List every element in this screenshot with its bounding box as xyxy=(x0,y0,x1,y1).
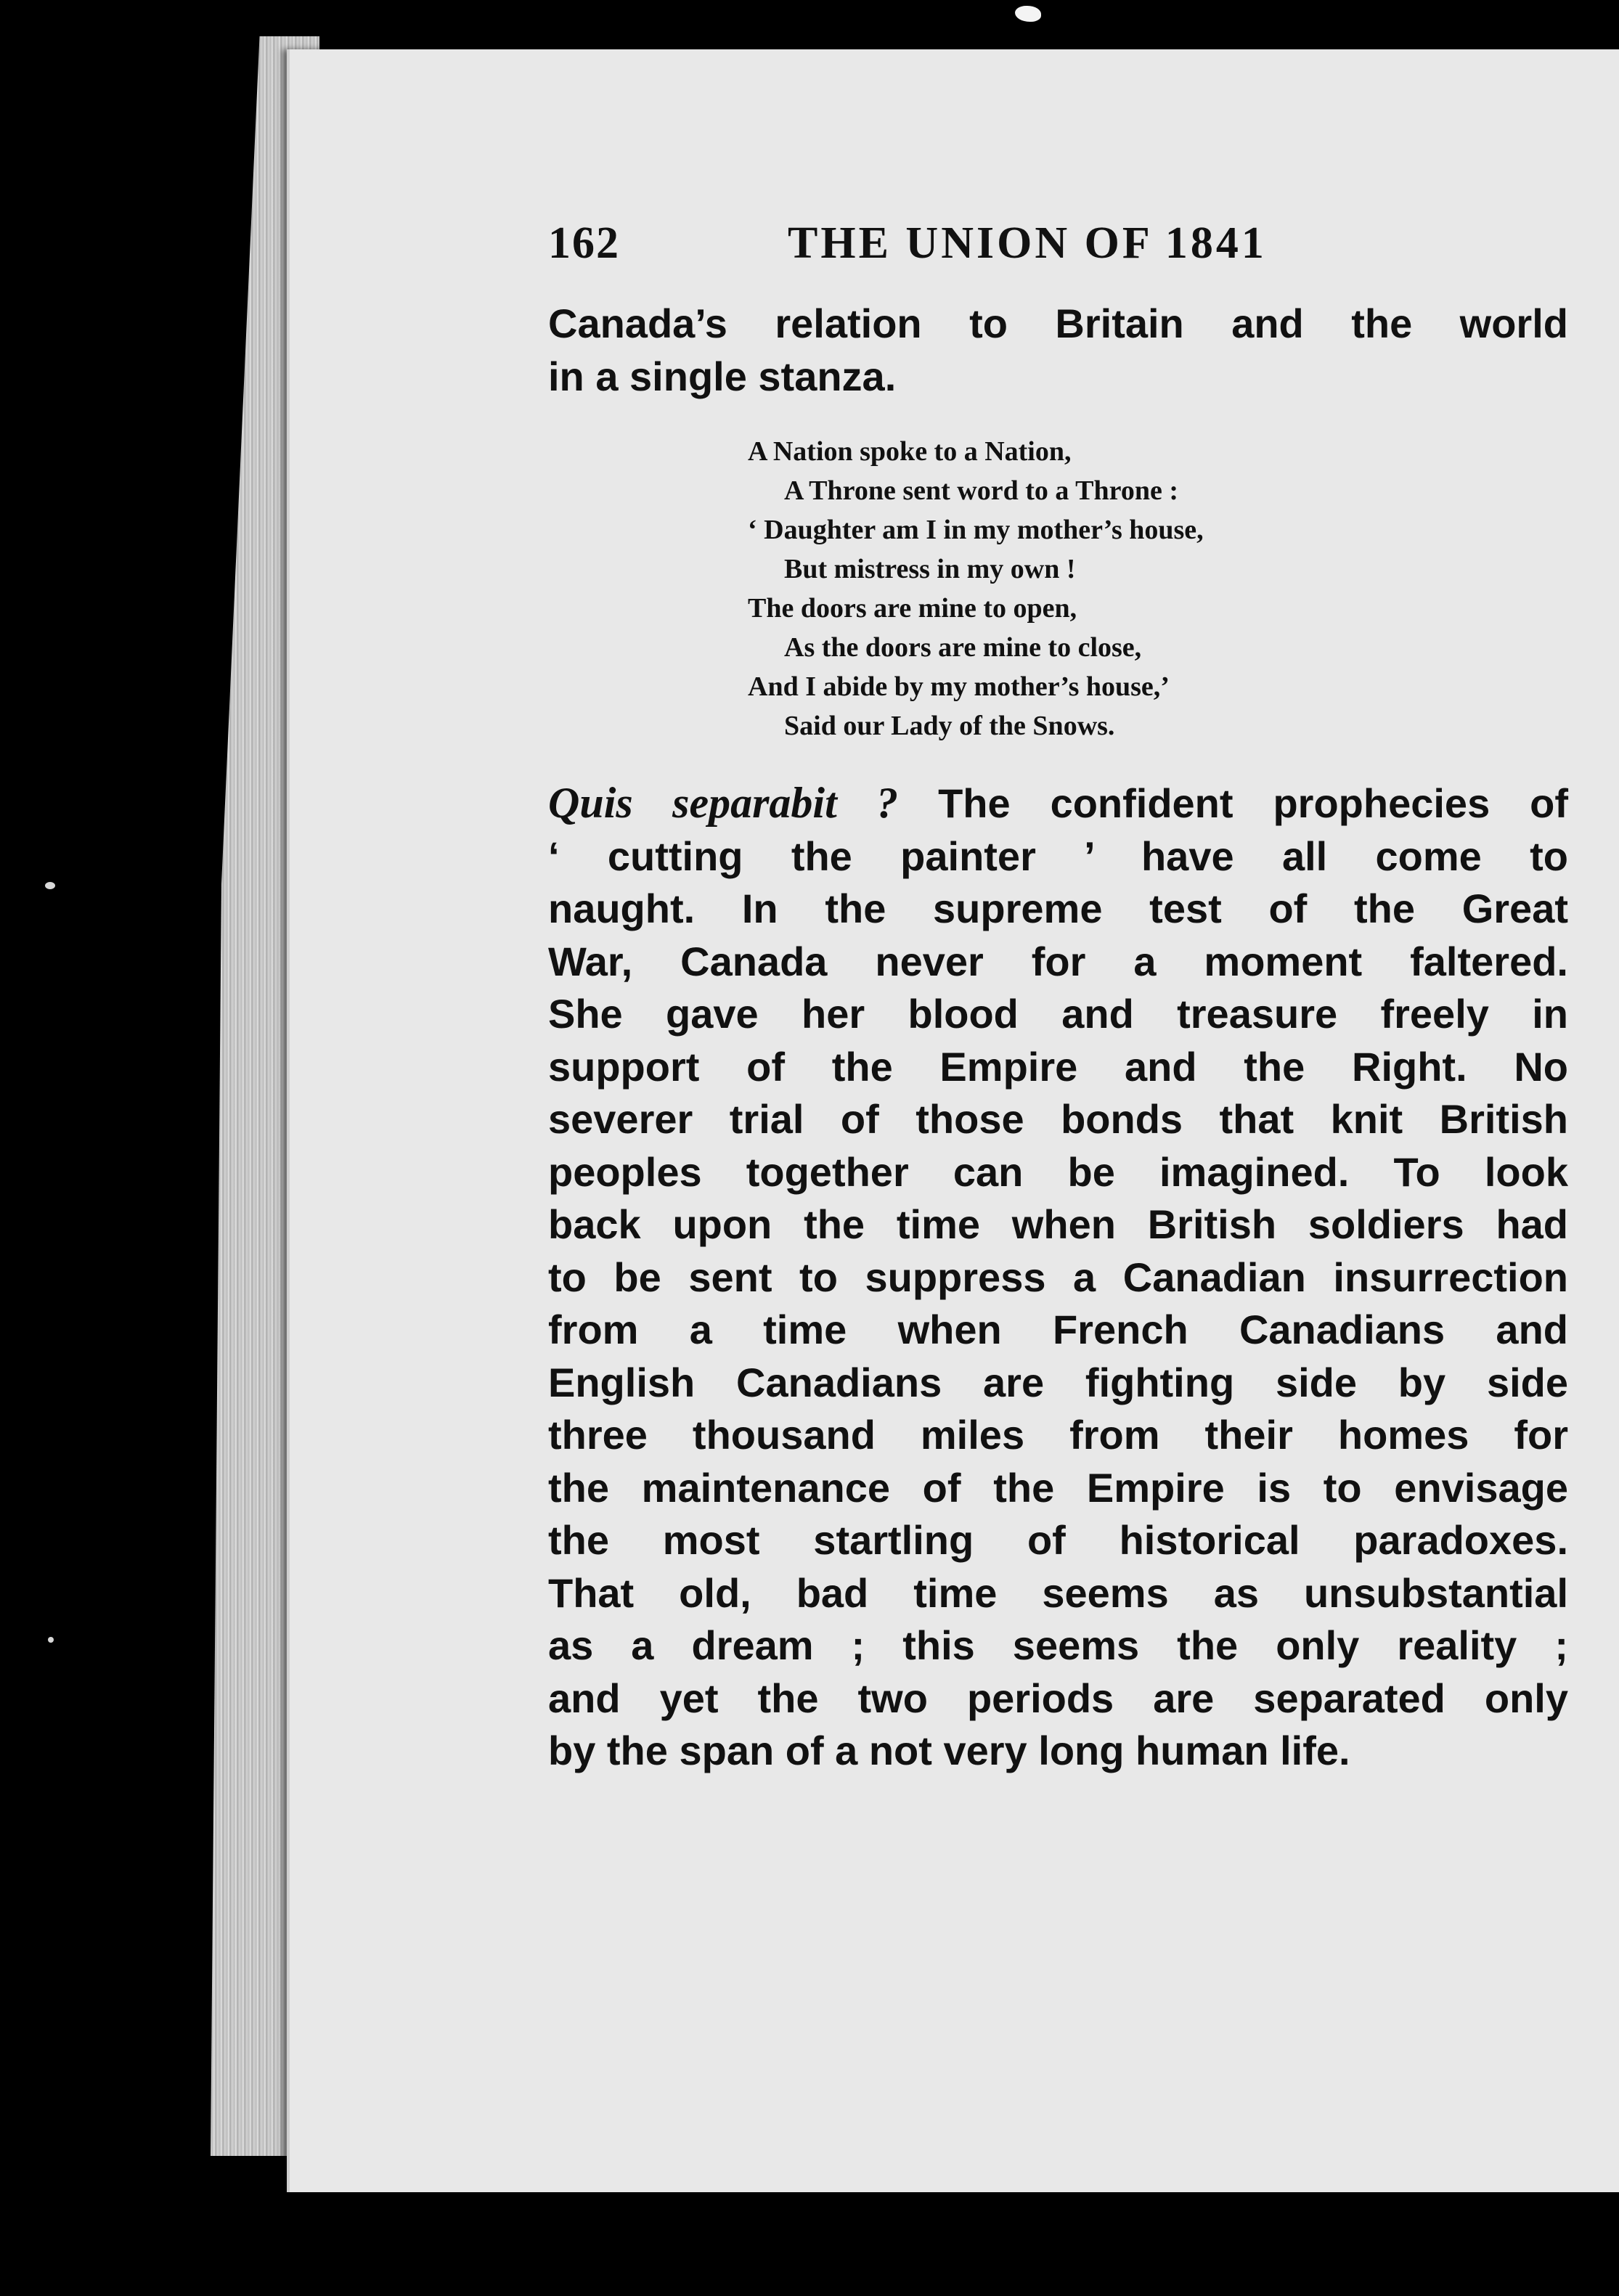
text-line: severer trial of those bonds that knit British xyxy=(548,1096,1568,1142)
text-line: and yet the two periods are separated only xyxy=(548,1675,1568,1721)
poem-line: And I abide by my mother’s house,’ xyxy=(748,671,1170,702)
poem-line: As the doors are mine to close, xyxy=(784,632,1142,663)
poem-line: The doors are mine to open, xyxy=(748,593,1077,624)
page-header xyxy=(548,218,1332,283)
body-paragraph xyxy=(548,777,1568,1778)
text-line: back upon the time when British soldiers had xyxy=(548,1201,1568,1247)
poem-line: A Nation spoke to a Nation, xyxy=(748,436,1072,467)
latin-quote: Quis separabit ? xyxy=(548,779,899,827)
poem-line: But mistress in my own ! xyxy=(784,554,1076,584)
text-line: That old, bad time seems as unsubstantial xyxy=(548,1569,1568,1616)
text-line: to be sent to suppress a Canadian insurrection xyxy=(548,1254,1568,1300)
scan-dot xyxy=(48,1637,54,1643)
text-line: English Canadians are fighting side by side xyxy=(548,1359,1568,1405)
text-line: in a single stanza. xyxy=(548,353,897,399)
text-line: peoples together can be imagined. To look xyxy=(548,1148,1568,1195)
first-line-rest: The confident prophecies of xyxy=(938,780,1569,826)
text-line: Canada’s relation to Britain and the world xyxy=(548,301,1568,346)
poem-line: ‘ Daughter am I in my mother’s house, xyxy=(748,515,1204,545)
text-line: naught. In the supreme test of the Great xyxy=(548,886,1568,931)
poem-line: Said our Lady of the Snows. xyxy=(784,711,1115,741)
text-line: from a time when French Canadians and xyxy=(548,1307,1568,1352)
scan-speck xyxy=(1015,6,1041,22)
text-line: three thousand miles from their homes for xyxy=(548,1412,1568,1458)
text-line: as a dream ; this seems the only reality ; xyxy=(548,1622,1568,1668)
text-line: support of the Empire and the Right. No xyxy=(548,1043,1568,1090)
text-line: by the span of a not very long human life. xyxy=(548,1728,1350,1773)
running-title: THE UNION OF 1841 xyxy=(788,218,1267,268)
scan-dot xyxy=(45,882,55,889)
intro-paragraph xyxy=(548,298,1568,403)
text-line-first xyxy=(548,777,1568,830)
text-line: ‘ cutting the painter ’ have all come to xyxy=(548,833,1568,879)
text-line: the maintenance of the Empire is to envisage xyxy=(548,1464,1568,1511)
poem-line: A Throne sent word to a Throne : xyxy=(784,475,1178,506)
text-line: War, Canada never for a moment faltered. xyxy=(548,938,1568,984)
poem-stanza xyxy=(748,432,1387,745)
page-number: 162 xyxy=(548,218,620,268)
text-line: the most startling of historical paradoxes. xyxy=(548,1517,1568,1563)
text-line: She gave her blood and treasure freely in xyxy=(548,991,1568,1037)
